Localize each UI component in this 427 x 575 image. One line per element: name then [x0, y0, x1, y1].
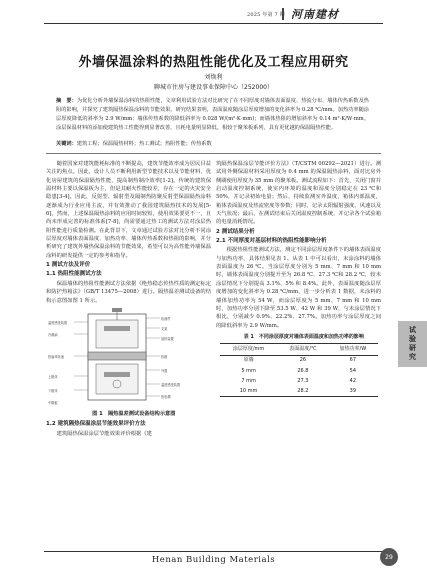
figure-label: 上箱体 [48, 374, 58, 379]
section-heading-2-1: 2.1 不同厚度对基层材料的热阻性能影响分析 [216, 238, 327, 245]
figure-label: 下箱体 [48, 388, 58, 393]
side-tab-char: 研 [409, 344, 416, 352]
apparatus-diagram [46, 308, 211, 408]
table-cell: 原墙 [243, 357, 254, 364]
figure-label: 热箱 [161, 354, 168, 359]
method-paragraph: 保温墙体的热阻性能测试方法依据《绝热稳态传热性质的测定标定和防护热箱法》（GB/T 13475—2008）进行。隔热温差测试设备的结构示意图如图 1 所示。 [46, 280, 211, 304]
figure-label: 冷凝扇 [48, 332, 58, 337]
abstract-label: 摘 要： [56, 98, 77, 104]
table-row [220, 355, 378, 366]
table-1 [220, 343, 378, 397]
figure-label: 温度感受装置 [48, 320, 68, 325]
figure-label: 热电偶 [161, 394, 171, 399]
table-cell: 27.3 [297, 377, 309, 384]
evaluation-paragraph: 建筑隔热保温涂层节能效果评价根据《建 [56, 430, 152, 437]
intro-paragraph: 随着国家对建筑能耗标准的不断提高，建筑节能效率成为居民目益关注的焦点。因此，设计人员不断利用新型节能技术以及节能材料，优化房屋建筑的保温隔热性能，提高制热制冷效率[1-2]。传统的建筑保温材料主要以保温板为主，但是其耐火性能较差，存在一定的火灾安全隐患[3-4]。因此，反射型、辐射型及隔制热防聚反射型保温隔热涂料逐渐成为行业应用主流，并有效推动了我国建筑隔热技术的发展[5-6]。然而，上述保温隔热涂料的应用时间较短，使用效果要更不一，且尚未形成完善的标准体系[7-8]，尚需要通过热工的测试方法对涂层热阻性能进行质量检测。在此背景下，文章通过试验方法对比分析不同涂层厚度对墙体表面温度、加热功率、墙体传热系数和热阻的影响，并分析研究了建筑外墙热保温涂料的节能效果，希望可以为高性能外墙保温涂料的研发提供一定的参考和指导。 [46, 161, 211, 259]
header-ornament [282, 8, 288, 20]
keywords [56, 140, 369, 147]
table-row [220, 376, 378, 386]
header-rule [44, 23, 383, 24]
page-number: 29 [380, 548, 398, 566]
table-cell: 39 [328, 386, 377, 397]
figure-label: 检测件 [161, 316, 171, 321]
side-tab-char: 试 [409, 326, 416, 334]
journal-title: 河南建材 [291, 8, 339, 21]
abstract-text: 为优化分析外墙保温涂料的热阻性能，文章利用试验方法对比研究了在不同厚度对墙体表面温度、热流分布、墙体传热系数及热阻的影响，并探究了建筑隔热保温涂料的节能效果。研究结果表明，表面温度随涂层厚度增加的变化斜率为 0.28 ℃/mm。加热功率随涂层厚度降低的斜率为 2.9 W/mm；墙体传热系数的降低斜率为 0.028 W/(m²·K·mm)；而墙体热阻的增加斜率为 0.14 m²·K/W·mm。涂层保温材料的添加使建筑热工性能得到显著改善，且耗电量明显降低。相较于聚苯板系列，具有更优越的保温隔热性能。 [56, 98, 369, 131]
table-cell: 26.8 [297, 367, 309, 374]
table-cell: 67 [349, 357, 357, 364]
issue-label: 2025 年第 7 期 [247, 12, 285, 18]
figure-1-caption: 图 1 隔热温差测试设备结构示意图 [92, 410, 176, 417]
section-heading-1: 1 测试方法及评价 [46, 262, 91, 269]
keywords-label: 关键词： [56, 141, 77, 147]
table-cell: 54 [349, 367, 357, 374]
section-heading-1-1: 1.1 热阻性能测试方法 [46, 271, 102, 278]
table-header: 加热功率/W [328, 344, 377, 355]
table-row [220, 386, 378, 397]
author-name: 刘焕利 [204, 74, 223, 81]
abstract [56, 97, 369, 133]
table-cell: 7 mm [241, 377, 256, 384]
keywords-text: 建筑工程；保温隔热材料；热工测试；热阻性能；传热系数 [76, 141, 212, 147]
figure-1-diagram [46, 308, 211, 408]
figure-label: 加热装置 [161, 336, 174, 341]
side-tab-char: 验 [409, 335, 416, 343]
table-cell: 10 mm [220, 386, 278, 397]
table-cell: 26 [299, 357, 307, 364]
table-cell: 28.2 [278, 386, 329, 397]
footer-journal-name: Henan Building Materials [151, 555, 276, 565]
left-column [46, 160, 211, 438]
table-cell: 42 [349, 377, 357, 384]
figure-label: 中隔板 [48, 400, 58, 405]
author-affiliation: 聊城市住房与建设事业保障中心（252000） [154, 84, 273, 91]
abstract-divider [46, 153, 381, 154]
figure-label: 外置 [161, 368, 168, 373]
table-cell: 5 mm [241, 367, 256, 374]
footer-rule [44, 551, 383, 552]
figure-label: 热扇风转速 [48, 354, 64, 359]
table-1-caption: 表 1 不同涂层厚度对墙体表面温度和加热功率的影响 [243, 333, 364, 340]
figure-label: 温度感受装置 [161, 382, 181, 387]
right-column [216, 160, 381, 397]
side-tab-char: 究 [409, 353, 416, 361]
table-header-row [220, 344, 378, 355]
test-procedure-paragraph: 筑隔热保温涂层节能评价方法》（T/CSTM 00292—2021）进行。测试用外侧保温材料采用厚度为 0.4 mm 的保温隔热涂料，面对比房外侧刷使用厚度为 35 mm 的聚苯板。测试流程如下：首先，关闭门窗并启动温度控制系统，使室内环境的温度和湿度分别稳定在 23 ℃和 50%，并记录初始电量；然后，持续监测室外温度，箱体内部温度，箱体表面温度及热流密度等参数；同时，记录太阳辐射强度、风速以及天气状况；最后，在测试结束后关闭温度控制系统，并记录各个试验箱的电量消耗情况。 [216, 161, 381, 226]
figure-label: 支架 [161, 326, 168, 331]
table-header: 表面温度/℃ [278, 344, 329, 355]
results-paragraph: 根据热阻性能测试方法，测定不同涂层厚度条件下的墙体表面温度与加热功率，具体结果见表 1。从表 1 中可以看出，未涂涂料的墙体表面温度为 26 ℃。当涂层厚度分别为 5 mm、7 mm 和 10 mm 时，墙体表面温度分别提升至为 26.8 ℃、27.3 ℃和 28.2 ℃，较未涂层情况下分别提高 3.1%、5% 和 8.4%。此外，表面温度随涂层厚度增加的变化斜率为 0.28 ℃/mm，进一步分析表 1 数据，未涂料的墙体加热功率为 54 W，而涂层厚度为 5 mm、7 mm 和 10 mm 时，加热功率分别下降至 53.5 W、42 W 和 39 W，与未涂层情况下相比，分别减少 0.9%、22.2%、27.7%。加热功率与涂层厚度之间的降低斜率为 2.9 W/mm。 [216, 247, 381, 329]
table-header: 涂层厚度/mm [220, 344, 278, 355]
article-title: 外墙保温涂料的热阻性能优化及工程应用研究 [78, 55, 349, 70]
section-heading-2: 2 测试结果分析 [216, 228, 255, 235]
section-heading-1-2: 1.2 建筑隔热保温涂层节能效果评价方法 [46, 421, 146, 428]
table-row [220, 366, 378, 376]
section-side-tab [398, 321, 427, 367]
